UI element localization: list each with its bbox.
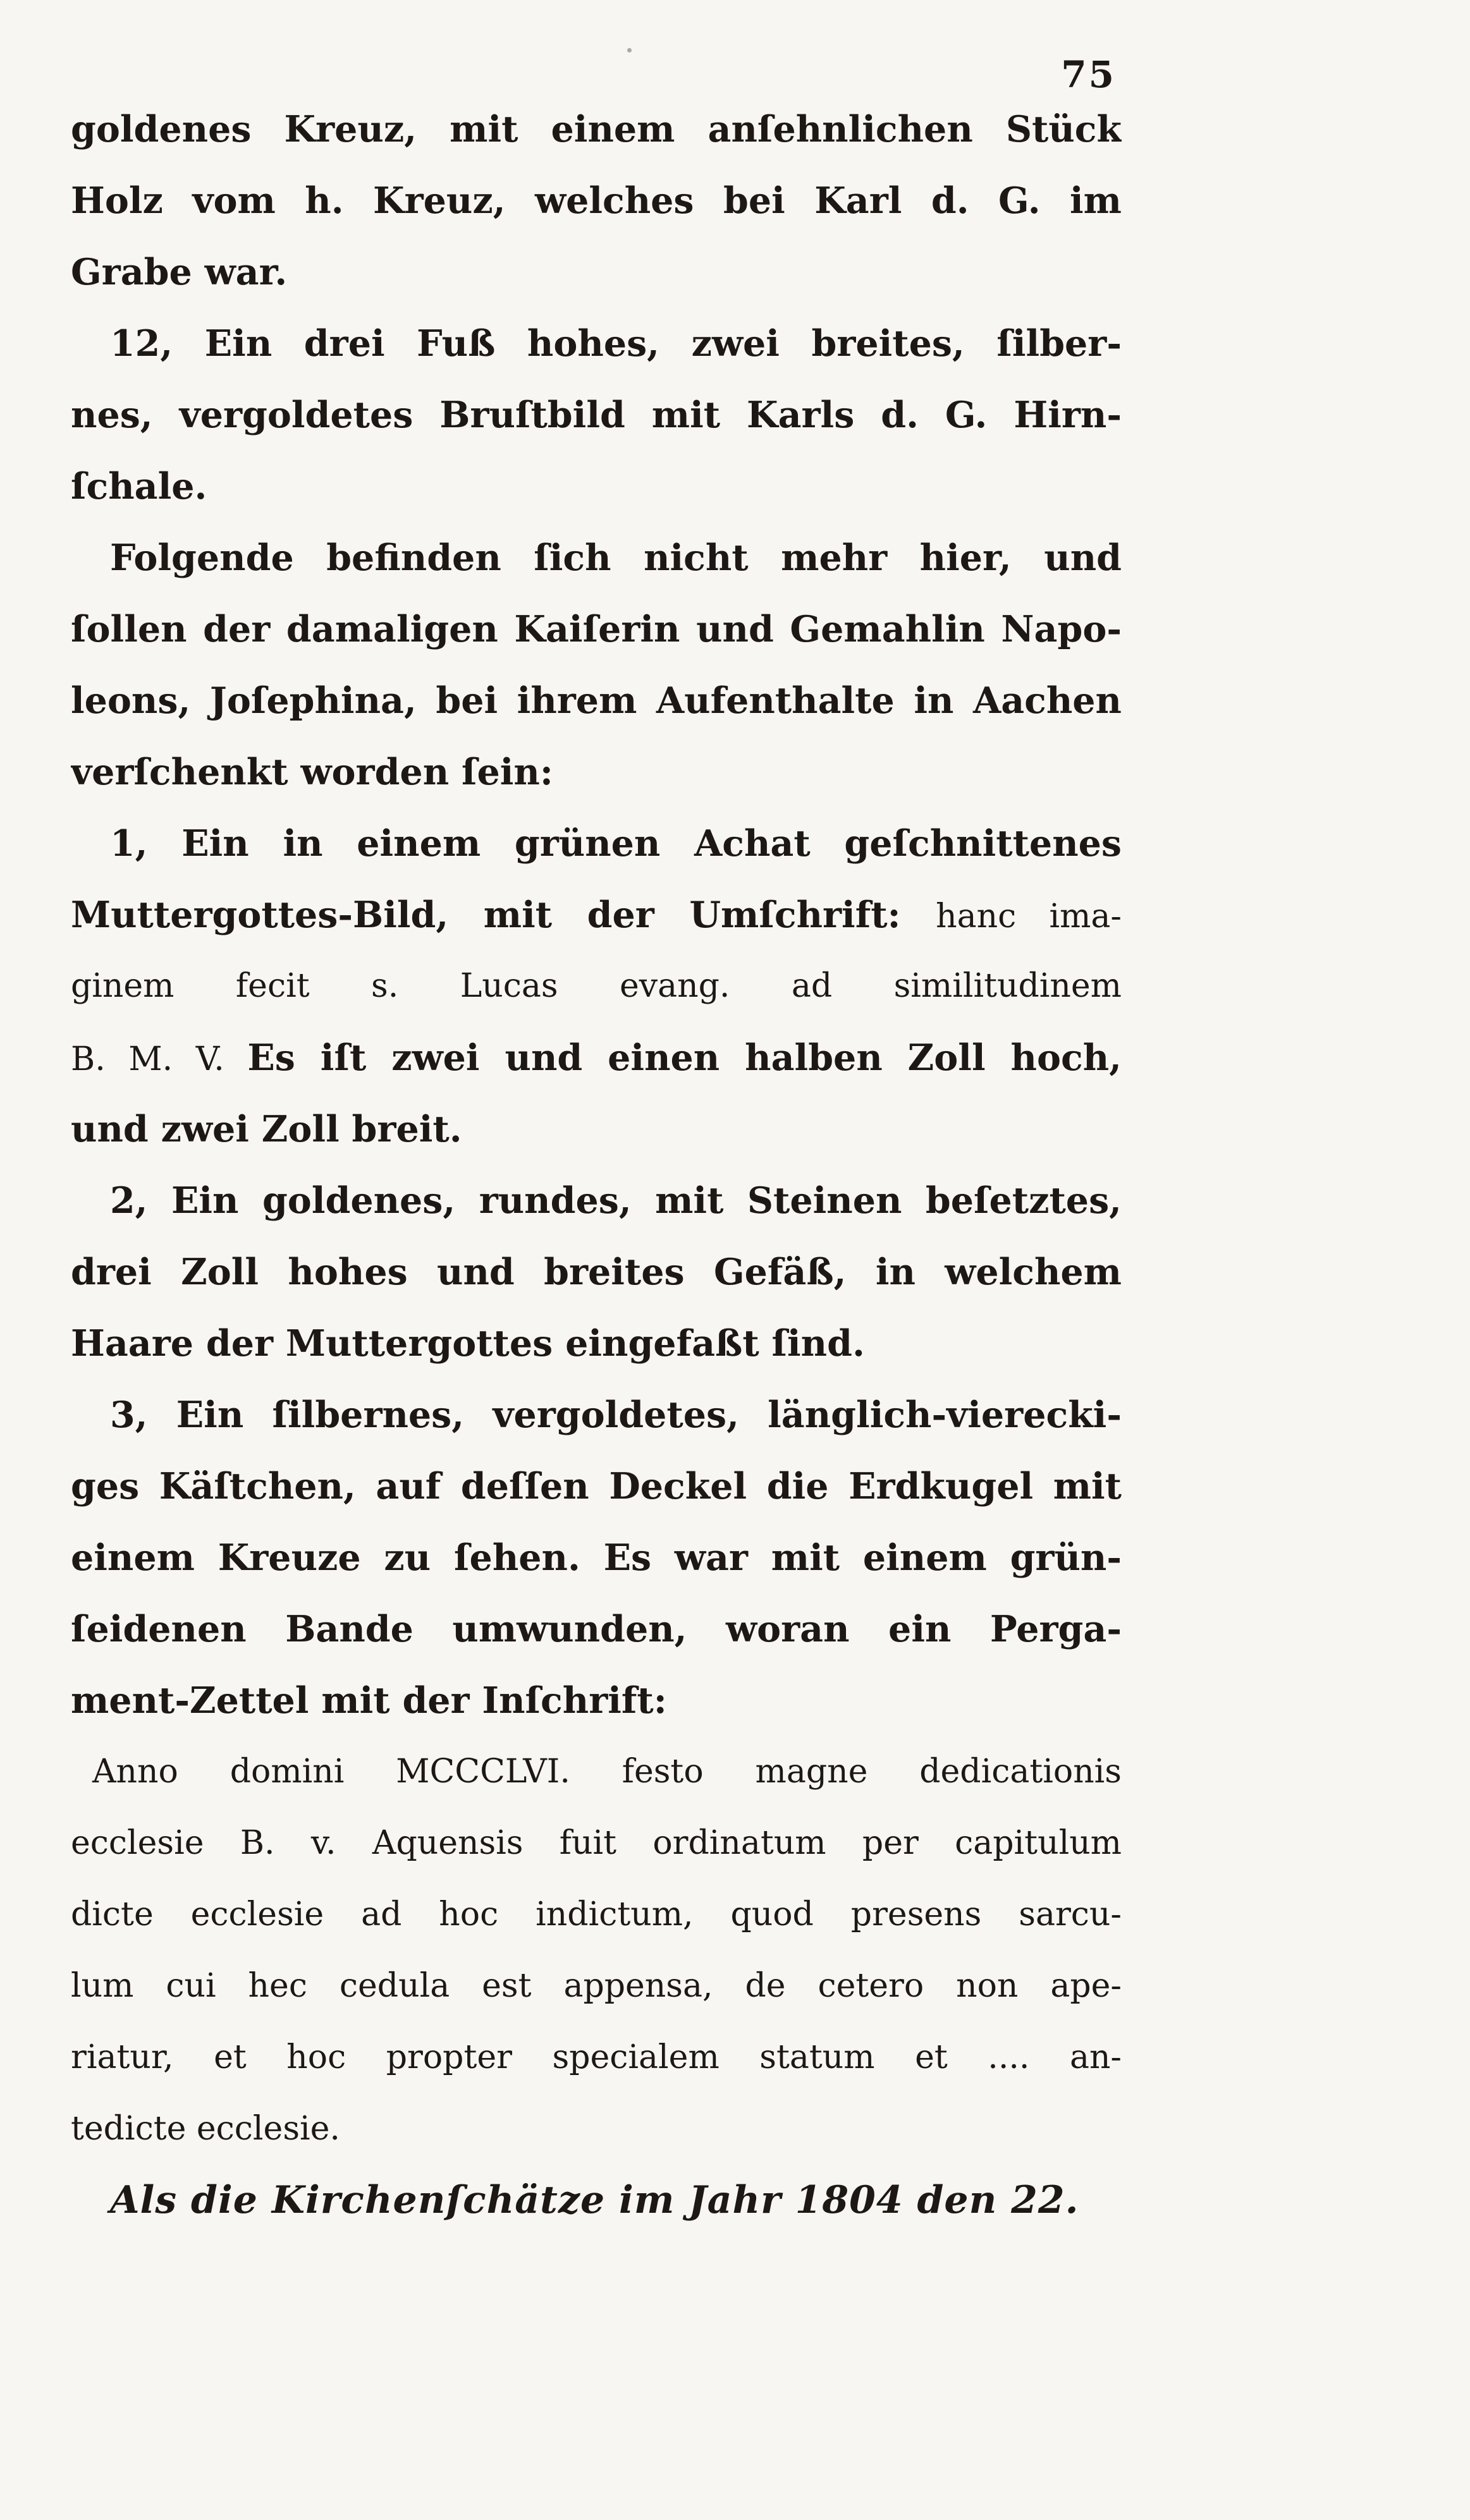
text-line [71, 236, 1122, 308]
text-segment-latin: ecclesie B. v. Aquensis fuit ordinatum per capitulum [71, 1824, 1122, 1862]
text-line [71, 951, 1122, 1022]
text-line [71, 1379, 1122, 1451]
scan-artifact-dot [627, 48, 632, 52]
text-segment-latin: hanc ima- [936, 898, 1122, 935]
paragraph [71, 522, 1122, 808]
text-segment-fraktur: und zwei Zoll breit. [71, 1108, 462, 1150]
text-line [71, 1308, 1122, 1379]
text-segment-fraktur: ſchale. [71, 465, 207, 508]
paragraph [71, 308, 1122, 522]
text-line [71, 1522, 1122, 1593]
paragraph [71, 94, 1122, 308]
text-line [71, 2165, 1122, 2236]
text-segment-latin: Anno domini MCCCLVI. festo magne dedicationis [92, 1753, 1122, 1791]
text-line [71, 165, 1122, 236]
page-number: 75 [1061, 53, 1116, 96]
paragraph [71, 808, 1122, 1165]
text-segment-latin: B. M. V. [71, 1040, 248, 1078]
text-segment-fraktur: ment-Zettel mit der Inſchrift: [71, 1679, 667, 1722]
text-segment-fraktur: Grabe war. [71, 251, 288, 293]
text-segment-fraktur: Folgende befinden ſich nicht mehr hier, und [110, 537, 1122, 579]
text-segment-fraktur: ges Käſtchen, auf deſſen Deckel die Erdkugel mit [71, 1465, 1122, 1507]
text-segment-fraktur: einem Kreuze zu ſehen. Es war mit einem grün- [71, 1537, 1122, 1579]
text-segment-fraktur: 12, Ein drei Fuß hohes, zwei breites, ſilber- [110, 322, 1122, 365]
text-segment-fraktur: goldenes Kreuz, mit einem anſehnlichen Stück [71, 108, 1122, 150]
text-line [71, 522, 1122, 593]
text-segment-fraktur: 2, Ein goldenes, rundes, mit Steinen beſetztes, [110, 1179, 1122, 1222]
text-segment-fraktur: Haare der Muttergottes eingefaßt ſind. [71, 1322, 865, 1365]
text-block [71, 94, 1122, 2236]
text-segment-fraktur: drei Zoll hohes und breites Gefäß, in welchem [71, 1251, 1122, 1293]
text-segment-fraktur: leons, Joſephina, bei ihrem Aufenthalte in Aachen [71, 679, 1122, 722]
text-segment-fraktur: Muttergottes-Bild, mit der Umſchrift: [71, 894, 936, 936]
text-segment-fraktur: ſollen der damaligen Kaiſerin und Gemahlin Napo- [71, 608, 1122, 650]
text-line [71, 665, 1122, 736]
text-line [71, 1093, 1122, 1165]
text-line [71, 379, 1122, 451]
text-segment-latin: ginem fecit s. Lucas evang. ad similitudinem [71, 967, 1122, 1005]
text-segment-fraktur: 1, Ein in einem grünen Achat geſchnittenes [110, 822, 1122, 865]
text-line [71, 1736, 1122, 1808]
text-line [71, 2022, 1122, 2093]
text-line [71, 736, 1122, 808]
text-line [71, 308, 1122, 379]
text-line [71, 593, 1122, 665]
text-line [71, 1808, 1122, 1879]
text-segment-fraktur: verſchenkt worden ſein: [71, 751, 553, 793]
text-line [71, 1451, 1122, 1522]
text-segment-latin: dicte ecclesie ad hoc indictum, quod presens sarcu- [71, 1896, 1122, 1933]
text-line [71, 1879, 1122, 1951]
text-segment-latin: riatur, et hoc propter specialem statum et .... an- [71, 2038, 1122, 2076]
text-segment-fraktur: 3, Ein ſilbernes, vergoldetes, länglich-vierecki- [110, 1394, 1122, 1436]
text-line [71, 808, 1122, 879]
text-line [71, 1951, 1122, 2022]
text-segment-fraktur: Als die Kirchenſchätze im Jahr 1804 den 22. [110, 2178, 1079, 2222]
text-line [71, 94, 1122, 165]
paragraph [71, 1165, 1122, 1379]
text-segment-fraktur: Es iſt zwei und einen halben Zoll hoch, [247, 1037, 1122, 1079]
text-line [71, 1022, 1122, 1093]
text-segment-fraktur: nes, vergoldetes Bruſtbild mit Karls d. G. Hirn- [71, 394, 1122, 436]
text-segment-fraktur: Holz vom h. Kreuz, welches bei Karl d. G. im [71, 180, 1122, 222]
paragraph [71, 1736, 1122, 2165]
text-line [71, 1665, 1122, 1736]
text-segment-latin: lum cui hec cedula est appensa, de cetero non ape- [71, 1967, 1122, 2005]
text-segment-fraktur: ſeidenen Bande umwunden, woran ein Perga- [71, 1608, 1122, 1650]
text-line [71, 1593, 1122, 1665]
text-line [71, 1236, 1122, 1308]
text-line [71, 2093, 1122, 2165]
text-line [71, 1165, 1122, 1236]
paragraph [71, 1379, 1122, 1736]
text-segment-latin: tedicte ecclesie. [71, 2110, 340, 2148]
text-line [71, 879, 1122, 951]
text-line [71, 451, 1122, 522]
paragraph-emphasis [71, 2165, 1122, 2236]
